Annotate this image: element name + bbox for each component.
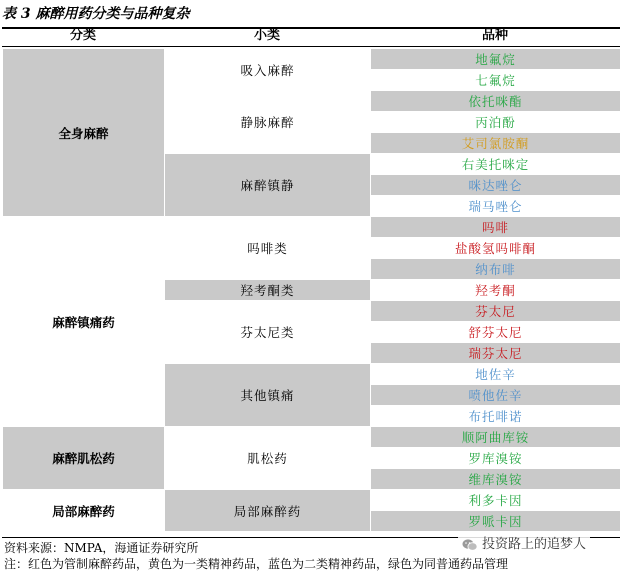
header-variety: 品种 bbox=[481, 28, 508, 43]
table-title: 表 3 麻醉用药分类与品种复杂 bbox=[2, 6, 190, 22]
subcategory-morphine: 吗啡类 bbox=[165, 217, 371, 280]
source-note: 资料来源：NMPA，海通证券研究所 bbox=[4, 541, 199, 555]
subcategory-hydroxycodone: 羟考酮类 bbox=[165, 280, 371, 301]
category-muscle-relaxant: 麻醉肌松药 bbox=[3, 427, 165, 490]
subcategory-other-analgesic: 其他镇痛 bbox=[165, 364, 371, 427]
variety-cell: 羟考酮 bbox=[371, 280, 621, 301]
category-general-anesthesia: 全身麻醉 bbox=[3, 49, 165, 217]
variety-cell: 依托咪酯 bbox=[371, 91, 621, 112]
color-legend-note: 注：红色为管制麻醉药品，黄色为一类精神药品，蓝色为二类精神药品，绿色为同普通药品管理 bbox=[4, 557, 509, 571]
variety-cell: 舒芬太尼 bbox=[371, 322, 621, 343]
variety-cell: 罗哌卡因 bbox=[371, 511, 621, 532]
variety-cell: 布托啡诺 bbox=[371, 406, 621, 427]
header-subcategory: 小类 bbox=[253, 28, 280, 43]
variety-cell: 地氟烷 bbox=[371, 49, 621, 70]
drug-table bbox=[2, 48, 621, 532]
table-row bbox=[3, 490, 621, 511]
watermark bbox=[458, 534, 590, 556]
variety-cell: 七氟烷 bbox=[371, 70, 621, 91]
category-analgesic: 麻醉镇痛药 bbox=[3, 217, 165, 427]
wechat-icon bbox=[462, 538, 478, 552]
header-category: 分类 bbox=[69, 28, 96, 43]
table-row bbox=[3, 217, 621, 238]
table-row bbox=[3, 427, 621, 448]
variety-cell: 罗库溴铵 bbox=[371, 448, 621, 469]
variety-cell: 芬太尼 bbox=[371, 301, 621, 322]
watermark-text: 投资路上的追梦人 bbox=[482, 537, 587, 552]
table-row bbox=[3, 49, 621, 70]
variety-cell: 瑞马唑仑 bbox=[371, 196, 621, 217]
subcategory-local-anesthesia: 局部麻醉药 bbox=[165, 490, 371, 532]
header-rule bbox=[2, 46, 620, 47]
category-local-anesthesia: 局部麻醉药 bbox=[3, 490, 165, 532]
variety-cell: 艾司氯胺酮 bbox=[371, 133, 621, 154]
subcategory-muscle-relaxant: 肌松药 bbox=[165, 427, 371, 490]
variety-cell: 瑞芬太尼 bbox=[371, 343, 621, 364]
subcategory-inhalation: 吸入麻醉 bbox=[165, 49, 371, 91]
variety-cell: 吗啡 bbox=[371, 217, 621, 238]
variety-cell: 咪达唑仑 bbox=[371, 175, 621, 196]
variety-cell: 利多卡因 bbox=[371, 490, 621, 511]
variety-cell: 盐酸氢吗啡酮 bbox=[371, 238, 621, 259]
variety-cell: 顺阿曲库铵 bbox=[371, 427, 621, 448]
variety-cell: 维库溴铵 bbox=[371, 469, 621, 490]
variety-cell: 丙泊酚 bbox=[371, 112, 621, 133]
variety-cell: 喷他佐辛 bbox=[371, 385, 621, 406]
variety-cell: 右美托咪定 bbox=[371, 154, 621, 175]
subcategory-fentanyl: 芬太尼类 bbox=[165, 301, 371, 364]
subcategory-sedation: 麻醉镇静 bbox=[165, 154, 371, 217]
subcategory-intravenous: 静脉麻醉 bbox=[165, 91, 371, 154]
variety-cell: 地佐辛 bbox=[371, 364, 621, 385]
variety-cell: 纳布啡 bbox=[371, 259, 621, 280]
